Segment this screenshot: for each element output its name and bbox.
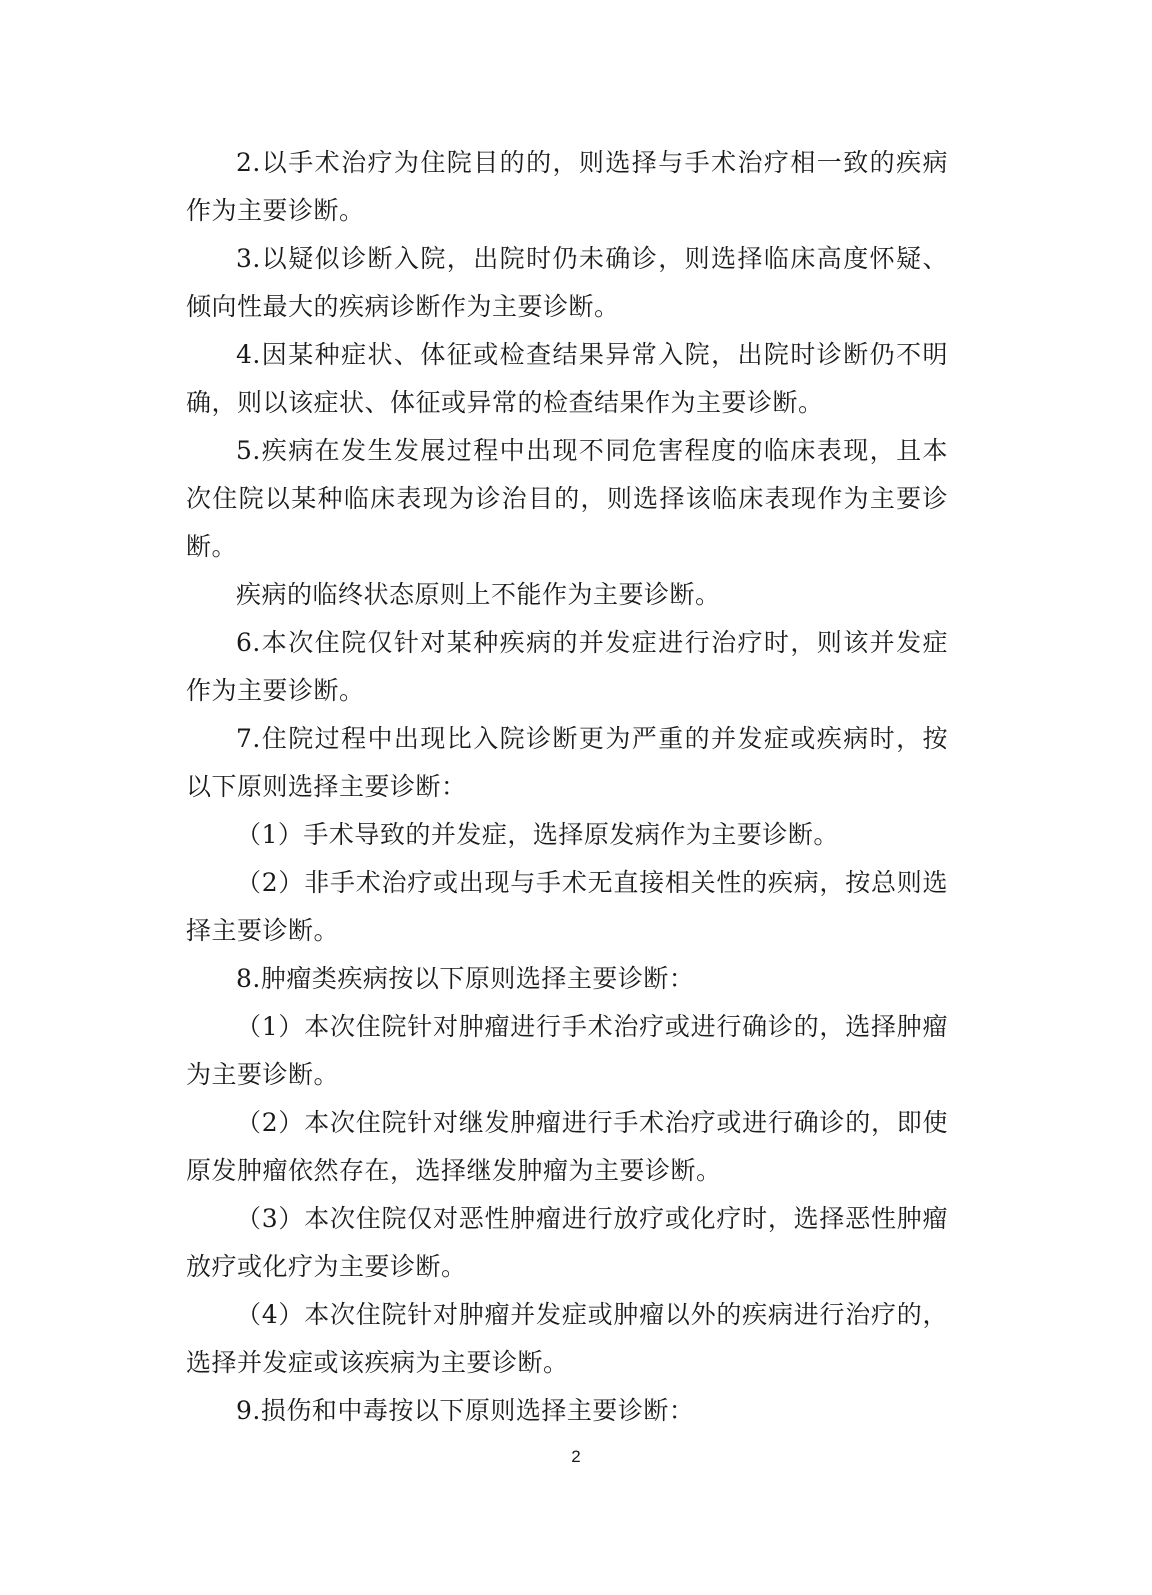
paragraph-principle-7-item-2: （2）非手术治疗或出现与手术无直接相关性的疾病，按总则选择主要诊断。 — [186, 868, 948, 945]
paragraph-principle-3: 3.以疑似诊断入院，出院时仍未确诊，则选择临床高度怀疑、倾向性最大的疾病诊断作为主要诊断。 — [186, 244, 948, 321]
paragraph-principle-9: 9.损伤和中毒按以下原则选择主要诊断： — [236, 1396, 695, 1425]
paragraph-principle-7-item-1: （1）手术导致的并发症，选择原发病作为主要诊断。 — [236, 820, 839, 849]
paragraph-principle-5-note: 疾病的临终状态原则上不能作为主要诊断。 — [236, 580, 721, 609]
paragraph-principle-4: 4.因某种症状、体征或检查结果异常入院，出院时诊断仍不明确，则以该症状、体征或异常的检查结果作为主要诊断。 — [186, 340, 948, 417]
paragraph-principle-8: 8.肿瘤类疾病按以下原则选择主要诊断： — [236, 964, 695, 993]
page-number: 2 — [571, 1447, 581, 1466]
document-body — [186, 139, 948, 1435]
paragraph-principle-8-item-3: （3）本次住院仅对恶性肿瘤进行放疗或化疗时，选择恶性肿瘤放疗或化疗为主要诊断。 — [186, 1204, 948, 1281]
paragraph-principle-8-item-4: （4）本次住院针对肿瘤并发症或肿瘤以外的疾病进行治疗的，选择并发症或该疾病为主要诊断。 — [186, 1300, 948, 1377]
paragraph-principle-7: 7.住院过程中出现比入院诊断更为严重的并发症或疾病时，按以下原则选择主要诊断： — [186, 724, 948, 801]
paragraph-principle-2: 2.以手术治疗为住院目的的，则选择与手术治疗相一致的疾病作为主要诊断。 — [186, 148, 948, 225]
paragraph-principle-8-item-2: （2）本次住院针对继发肿瘤进行手术治疗或进行确诊的，即使原发肿瘤依然存在，选择继发肿瘤为主要诊断。 — [186, 1108, 948, 1185]
paragraph-principle-6: 6.本次住院仅针对某种疾病的并发症进行治疗时，则该并发症作为主要诊断。 — [186, 628, 948, 705]
paragraph-principle-8-item-1: （1）本次住院针对肿瘤进行手术治疗或进行确诊的，选择肿瘤为主要诊断。 — [186, 1012, 948, 1089]
paragraph-principle-5: 5.疾病在发生发展过程中出现不同危害程度的临床表现，且本次住院以某种临床表现为诊治目的，则选择该临床表现作为主要诊断。 — [186, 436, 948, 561]
